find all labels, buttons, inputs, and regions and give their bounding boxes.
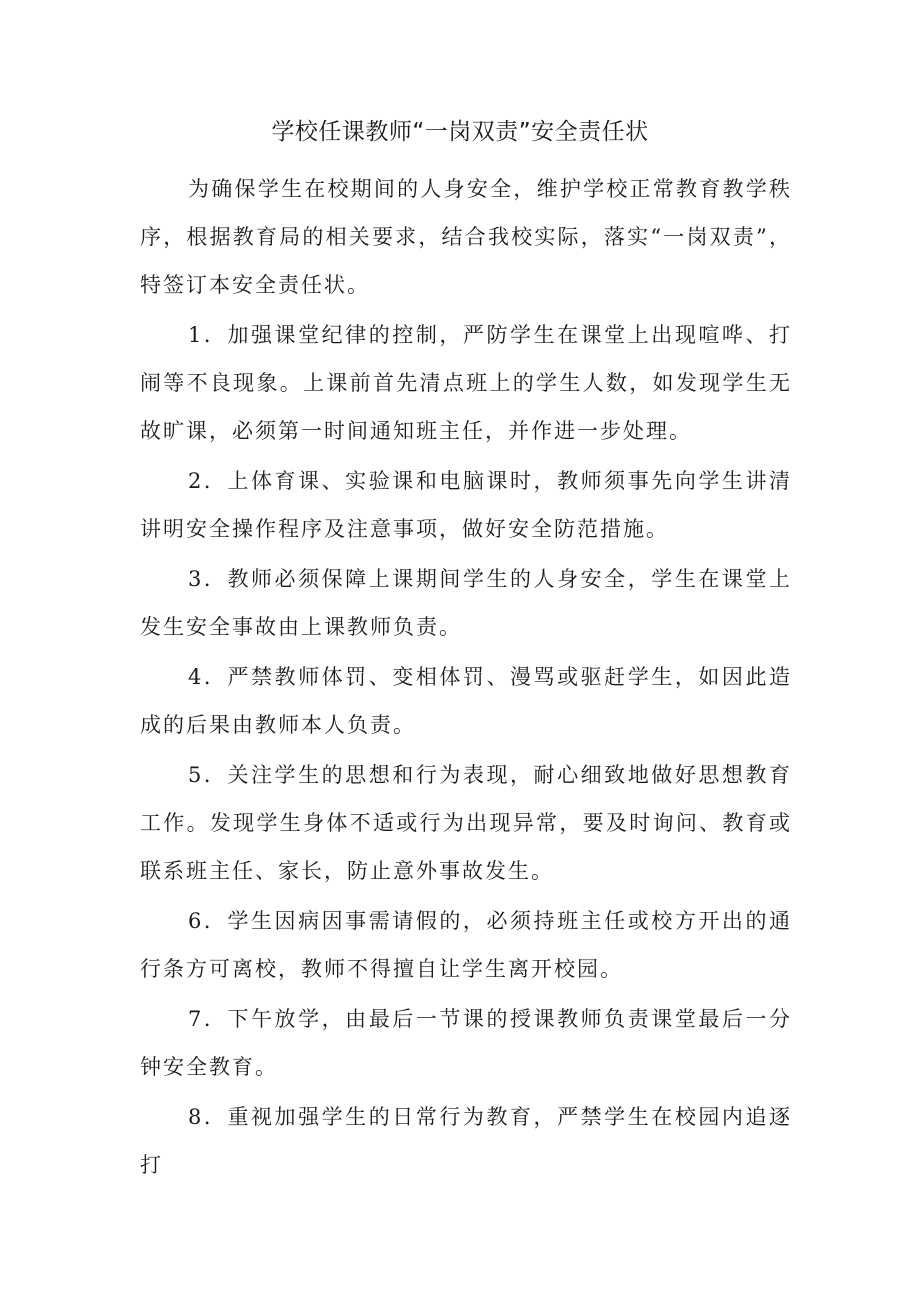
item-paragraph-7: 7．下午放学，由最后一节课的授课教师负责课堂最后一分钟安全教育。: [140, 1007, 792, 1079]
document-title: 学校任课教师“一岗双责”安全责任状: [271, 119, 649, 145]
item-paragraph-6: 6．学生因病因事需请假的，必须持班主任或校方开出的通行条方可离校，教师不得擅自让学生离开校园。: [140, 909, 792, 981]
document-body: [140, 165, 792, 1191]
item-paragraph-4: 4．严禁教师体罚、变相体罚、漫骂或驱赶学生，如因此造成的后果由教师本人负责。: [140, 665, 792, 737]
item-paragraph-5: 5．关注学生的思想和行为表现，耐心细致地做好思想教育工作。发现学生身体不适或行为出现异常，要及时询问、教育或联系班主任、家长，防止意外事故发生。: [140, 763, 792, 883]
intro-paragraph: 为确保学生在校期间的人身安全，维护学校正常教育教学秩序，根据教育局的相关要求，结合我校实际，落实“一岗双责”，特签订本安全责任状。: [140, 177, 792, 297]
item-paragraph-8: 8．重视加强学生的日常行为教育，严禁学生在校园内追逐打: [140, 1105, 792, 1177]
item-paragraph-3: 3．教师必须保障上课期间学生的人身安全，学生在课堂上发生安全事故由上课教师负责。: [140, 567, 792, 639]
item-paragraph-1: 1．加强课堂纪律的控制，严防学生在课堂上出现喧哗、打闹等不良现象。上课前首先清点班上的学生人数，如发现学生无故旷课，必须第一时间通知班主任，并作进一步处理。: [140, 323, 792, 443]
item-paragraph-2: 2．上体育课、实验课和电脑课时，教师须事先向学生讲清讲明安全操作程序及注意事项，做好安全防范措施。: [140, 469, 792, 541]
